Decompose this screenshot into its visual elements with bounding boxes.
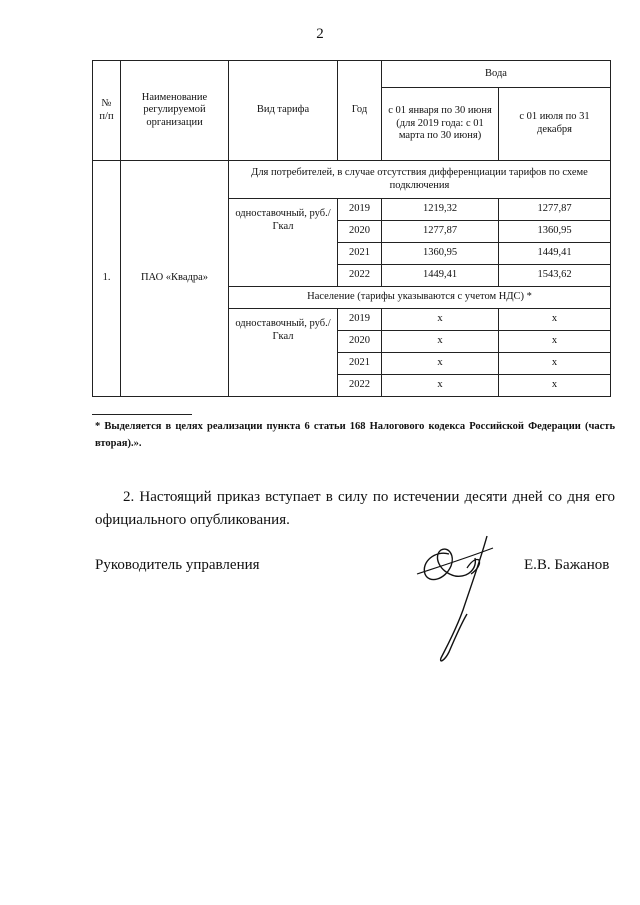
- order-paragraph: 2. Настоящий приказ вступает в силу по истечении десяти дней со дня его официального опубликования.: [95, 489, 615, 528]
- signatory-title: Руководитель управления: [95, 557, 260, 573]
- value-cell: x: [499, 309, 611, 331]
- year-cell: 2020: [338, 331, 382, 353]
- value-cell: x: [499, 353, 611, 375]
- org-name: ПАО «Квадра»: [121, 161, 229, 397]
- value-cell: 1219,32: [382, 199, 499, 221]
- year-cell: 2022: [338, 265, 382, 287]
- footnote-divider: [92, 414, 192, 415]
- value-cell: 1449,41: [499, 243, 611, 265]
- value-cell: 1277,87: [499, 199, 611, 221]
- header-year: Год: [338, 61, 382, 161]
- section2-title: Население (тарифы указываются с учетом НДС) *: [229, 287, 611, 309]
- section1-title: Для потребителей, в случае отсутствия дифференциации тарифов по схеме подключения: [229, 161, 611, 199]
- header-num: № п/п: [93, 61, 121, 161]
- value-cell: x: [382, 309, 499, 331]
- page-number: 2: [316, 26, 324, 42]
- value-cell: 1360,95: [499, 221, 611, 243]
- value-cell: 1277,87: [382, 221, 499, 243]
- year-cell: 2021: [338, 353, 382, 375]
- value-cell: x: [382, 353, 499, 375]
- footnote: * Выделяется в целях реализации пункта 6 статьи 168 Налогового кодекса Российской Федерации (часть вторая).».: [95, 421, 615, 449]
- row-number: 1.: [93, 161, 121, 397]
- value-cell: 1360,95: [382, 243, 499, 265]
- section1-tariff-type: одноставочный, руб./Гкал: [229, 199, 338, 287]
- value-cell: 1543,62: [499, 265, 611, 287]
- value-cell: x: [499, 331, 611, 353]
- value-cell: x: [382, 375, 499, 397]
- signatory-name: Е.В. Бажанов: [524, 557, 610, 573]
- year-cell: 2019: [338, 199, 382, 221]
- header-group: Вода: [382, 61, 611, 88]
- value-cell: x: [499, 375, 611, 397]
- handwritten-signature: [405, 528, 515, 673]
- value-cell: x: [382, 331, 499, 353]
- header-period1: с 01 января по 30 июня (для 2019 года: с 01 марта по 30 июня): [382, 88, 499, 161]
- year-cell: 2022: [338, 375, 382, 397]
- header-period2: с 01 июля по 31 декабря: [499, 88, 611, 161]
- year-cell: 2020: [338, 221, 382, 243]
- year-cell: 2021: [338, 243, 382, 265]
- header-type: Вид тарифа: [229, 61, 338, 161]
- header-org: Наименование регулируемой организации: [121, 61, 229, 161]
- tariff-table: [92, 60, 611, 397]
- section2-tariff-type: одноставочный, руб./Гкал: [229, 309, 338, 397]
- value-cell: 1449,41: [382, 265, 499, 287]
- year-cell: 2019: [338, 309, 382, 331]
